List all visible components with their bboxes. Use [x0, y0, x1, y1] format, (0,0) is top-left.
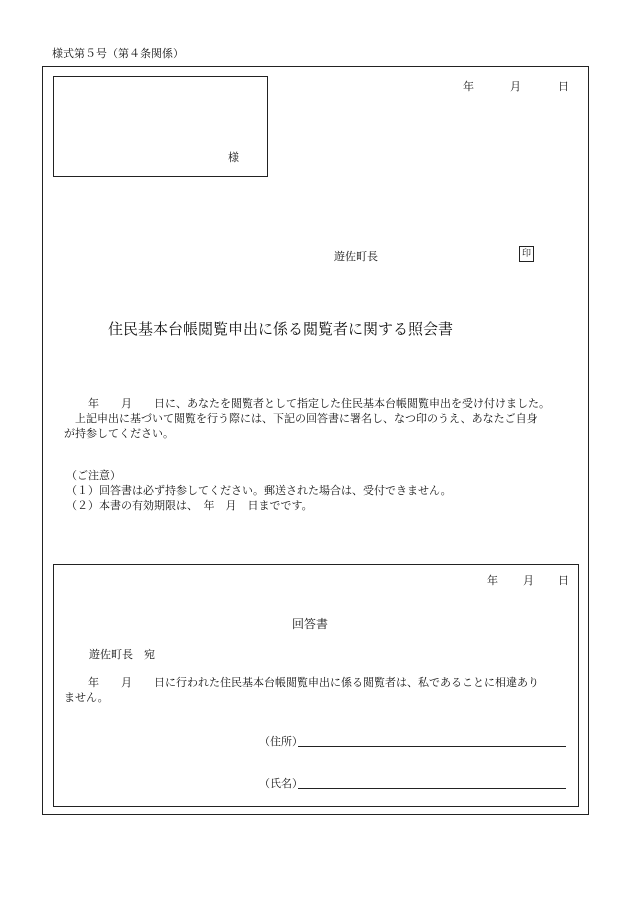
header-month: 月 — [510, 80, 521, 93]
notes-section — [66, 468, 452, 513]
reply-day: 日 — [558, 574, 569, 587]
address-field[interactable] — [298, 746, 566, 747]
reply-title: 回答書 — [292, 617, 329, 631]
reply-body-line-1: 年 月 日に行われた住民基本台帳閲覧申出に係る閲覧者は、私であることに相違あり — [88, 676, 539, 689]
reply-year: 年 — [487, 574, 498, 587]
name-field[interactable] — [298, 788, 566, 789]
reply-body-line-2: ません。 — [64, 691, 109, 704]
form-number: 様式第５号（第４条関係） — [52, 47, 184, 60]
document-title: 住民基本台帳閲覧申出に係る閲覧者に関する照会書 — [108, 320, 454, 338]
header-day: 日 — [558, 80, 569, 93]
address-label: （住所） — [259, 735, 303, 748]
seal-mark: 印 — [519, 246, 534, 262]
reply-month: 月 — [523, 574, 534, 587]
addressee-suffix: 様 — [228, 151, 239, 164]
note-item-2: （２）本書の有効期限は、 年 月 日までです。 — [66, 499, 313, 512]
issuer-name: 遊佐町長 — [334, 250, 378, 263]
reply-addressee: 遊佐町長 宛 — [89, 648, 155, 661]
notes-heading: （ご注意） — [66, 469, 121, 482]
body-line-3: が持参してください。 — [64, 427, 174, 440]
name-label: （氏名） — [259, 777, 303, 790]
header-year: 年 — [463, 80, 474, 93]
note-item-1: （１）回答書は必ず持参してください。郵送された場合は、受付できません。 — [66, 484, 452, 497]
body-line-2: 上記申出に基づいて閲覧を行う際には、下記の回答書に署名し、なつ印のうえ、あなたご自身 — [75, 412, 538, 425]
body-line-1: 年 月 日に、あなたを閲覧者として指定した住民基本台帳閲覧申出を受け付けました。 — [88, 397, 550, 410]
reply-body — [64, 675, 539, 705]
